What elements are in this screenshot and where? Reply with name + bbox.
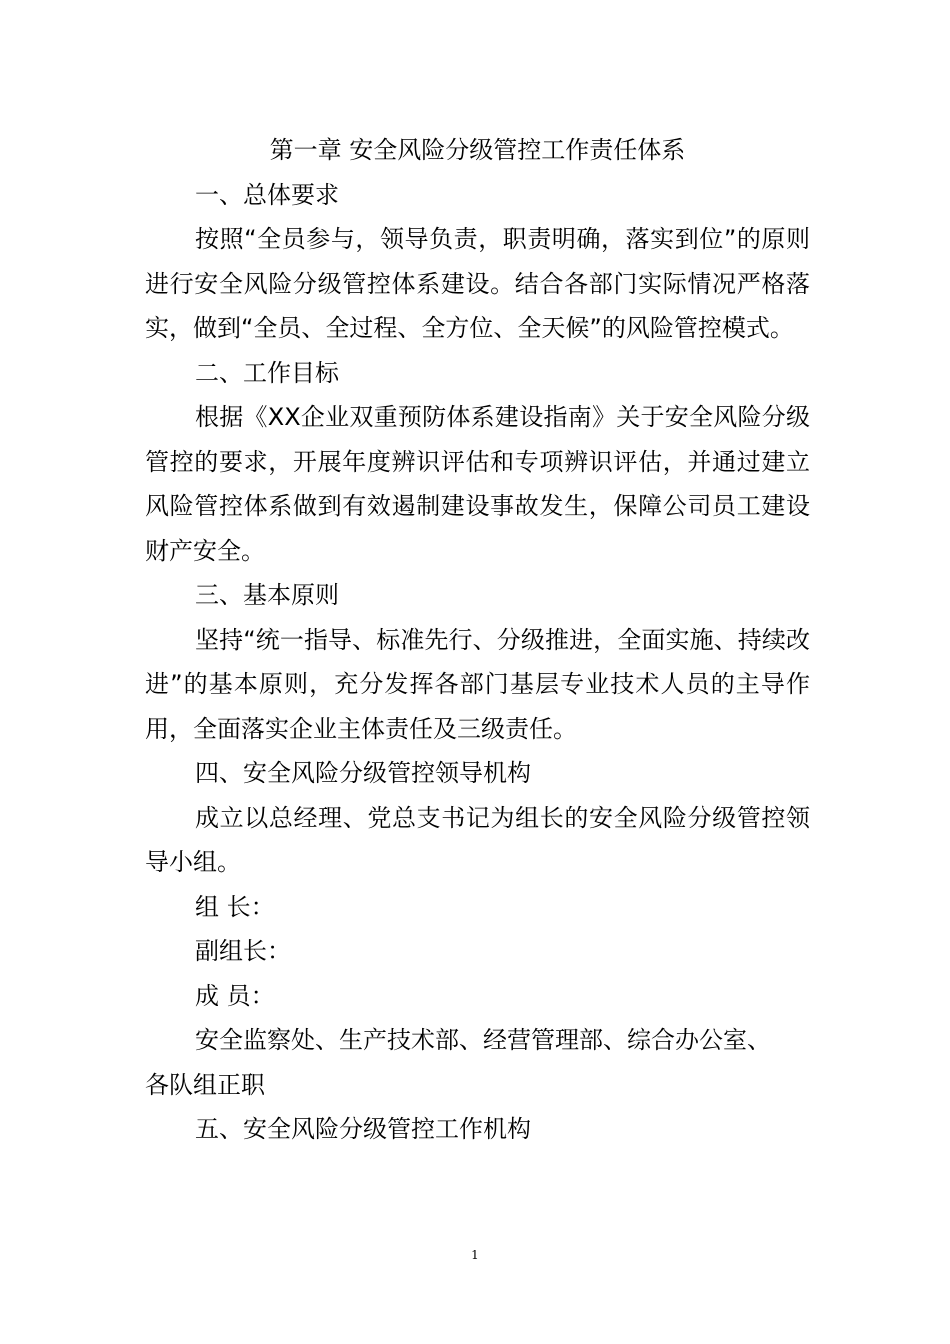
paragraph-overall-requirements: 按照“全员参与，领导负责，职责明确，落实到位”的原则进行安全风险分级管控体系建设。结合各部门实际情况严格落实，做到“全员、全过程、全方位、全天候”的风险管控模式。 <box>145 225 810 342</box>
section-heading-2: 二、工作目标 <box>195 358 339 387</box>
section-heading-1: 一、总体要求 <box>195 180 339 209</box>
section-heading-3: 三、基本原则 <box>195 581 339 609</box>
role-deputy-leader: 副组长： <box>195 937 291 965</box>
chapter-title: 第一章 安全风险分级管控工作责任体系 <box>269 136 686 164</box>
paragraph-work-goals: 根据《XX企业双重预防体系建设指南》关于安全风险分级管控的要求，开展年度辨识评估和专项辨识评估，并通过建立风险管控体系做到有效遏制建设事故发生，保障公司员工建设财产安全。 <box>145 403 810 565</box>
paragraph-leadership-group: 成立以总经理、党总支书记为组长的安全风险分级管控领导小组。 <box>145 803 810 876</box>
members-list-continued: 各队组正职 <box>145 1070 265 1099</box>
section-heading-4: 四、安全风险分级管控领导机构 <box>195 759 531 787</box>
document-body <box>145 128 810 1152</box>
members-list: 安全监察处、生产技术部、经营管理部、综合办公室、 <box>195 1026 771 1054</box>
page-number: 1 <box>471 1248 479 1262</box>
role-members: 成 员： <box>195 981 275 1010</box>
paragraph-basic-principles: 坚持“统一指导、标准先行、分级推进，全面实施、持续改进”的基本原则，充分发挥各部门基层专业技术人员的主导作用，全面落实企业主体责任及三级责任。 <box>145 625 810 743</box>
section-heading-5: 五、安全风险分级管控工作机构 <box>195 1115 531 1143</box>
role-leader: 组 长： <box>195 892 275 921</box>
